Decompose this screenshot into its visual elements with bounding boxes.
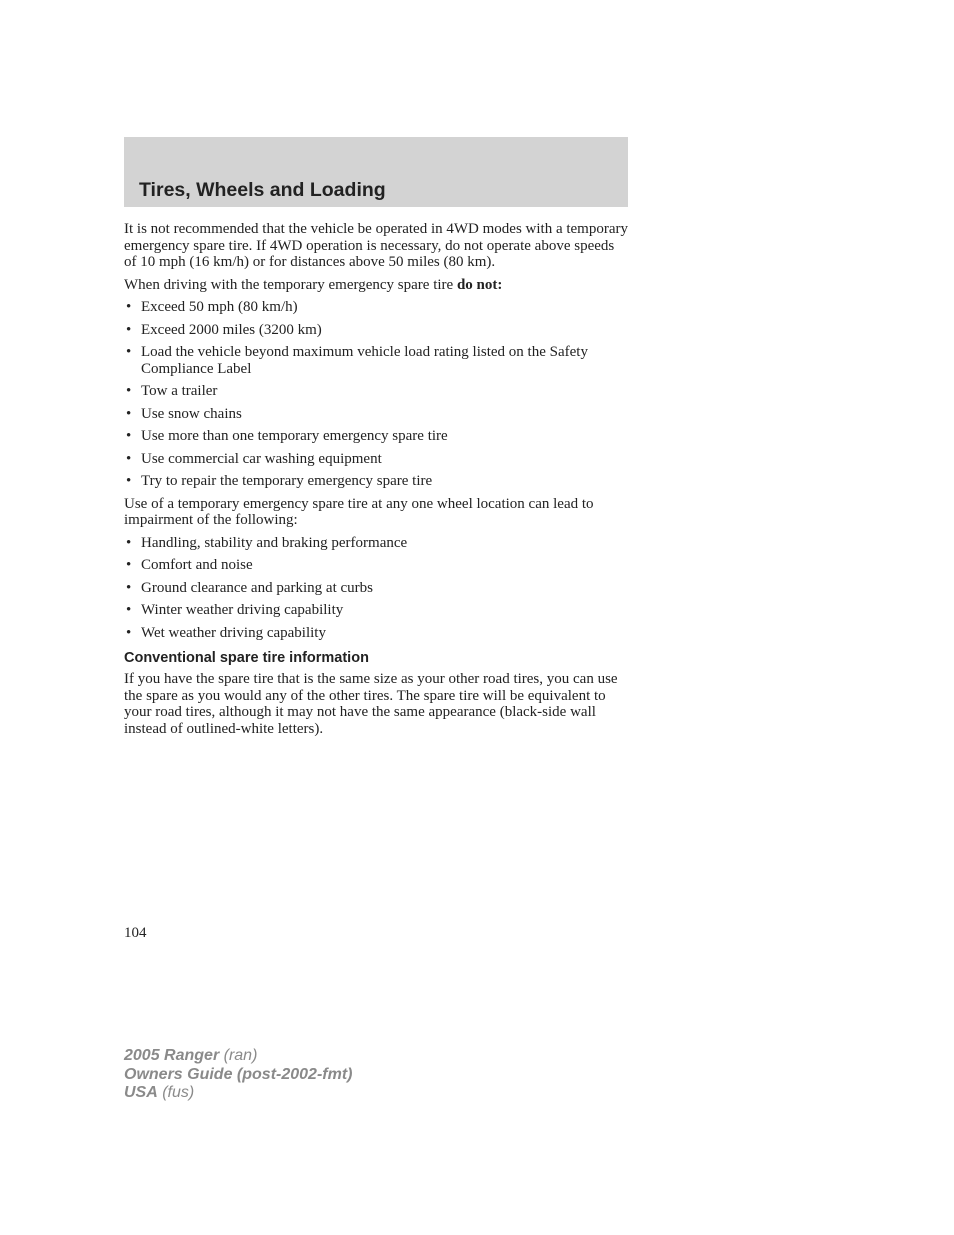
list-item	[124, 383, 630, 400]
list-item-text: Use commercial car washing equipment	[141, 450, 382, 467]
bullet-icon: •	[126, 321, 132, 338]
paragraph-impairment-intro: Use of a temporary emergency spare tire at any one wheel location can lead to impairment of the following:	[124, 495, 594, 528]
bullet-icon: •	[126, 450, 132, 467]
footer-market: USA	[124, 1084, 158, 1101]
footer-model-code: (ran)	[219, 1047, 258, 1064]
list-item-text: Handling, stability and braking performance	[141, 534, 408, 551]
paragraph-conventional-spare: If you have the spare tire that is the same size as your other road tires, you can use the spare as you would any of the other tires. The spare tire will be equivalent to your road tires, although it may not have the same appearance (black-side wall instead of outlined-white letters).	[124, 671, 618, 737]
list-item	[124, 451, 630, 468]
list-item-text: Exceed 50 mph (80 km/h)	[141, 299, 298, 315]
list-item	[124, 602, 630, 619]
list-item-text: Ground clearance and parking at curbs	[141, 579, 373, 596]
document-footer	[124, 1047, 352, 1103]
footer-model: 2005 Ranger	[124, 1047, 220, 1064]
impairment-list	[124, 535, 630, 642]
footer-guide: Owners Guide (post-2002-fmt)	[124, 1065, 353, 1083]
list-item	[124, 428, 630, 445]
paragraph-4wd-warning: It is not recommended that the vehicle be operated in 4WD modes with a temporary emergency spare tire. If 4WD operation is necessary, do not operate above speeds of 10 mph (16 km/h) or for distances above 50 miles (80 km).	[124, 221, 629, 270]
bullet-icon: •	[126, 473, 132, 489]
bullet-icon: •	[126, 344, 132, 360]
bullet-icon: •	[126, 534, 132, 551]
footer-line-market	[124, 1084, 352, 1103]
bullet-icon: •	[126, 602, 132, 618]
list-item	[124, 473, 630, 490]
bullet-icon: •	[126, 383, 132, 399]
list-item-text: Winter weather driving capability	[141, 602, 344, 618]
list-item-text: Try to repair the temporary emergency spare tire	[141, 473, 433, 489]
bullet-icon: •	[126, 557, 132, 573]
list-item	[124, 322, 630, 339]
list-item	[124, 344, 630, 377]
do-not-emphasis: do not:	[456, 276, 503, 293]
list-item-text: Exceed 2000 miles (3200 km)	[141, 321, 322, 338]
bullet-icon: •	[126, 624, 132, 641]
do-not-list	[124, 299, 630, 490]
page-content	[124, 221, 630, 743]
list-item-text: Use more than one temporary emergency spare tire	[141, 428, 448, 444]
list-item-text: Tow a trailer	[141, 383, 218, 399]
footer-line-model	[124, 1047, 352, 1066]
footer-line-guide	[124, 1066, 352, 1085]
list-item-text: Load the vehicle beyond maximum vehicle load rating listed on the Safety Compliance Label	[141, 344, 588, 377]
section-header-band	[124, 137, 628, 207]
bullet-icon: •	[126, 428, 132, 444]
list-item-text: Use snow chains	[141, 405, 242, 422]
list-item	[124, 557, 630, 574]
list-item	[124, 535, 630, 552]
list-item	[124, 580, 630, 597]
list-item-text: Comfort and noise	[141, 557, 253, 573]
list-item	[124, 299, 630, 316]
list-item	[124, 406, 630, 423]
section-title: Tires, Wheels and Loading	[139, 179, 386, 201]
subheading-conventional-spare: Conventional spare tire information	[124, 650, 369, 666]
paragraph-do-not-intro	[124, 277, 630, 294]
do-not-intro-text: When driving with the temporary emergency spare tire	[124, 276, 457, 293]
bullet-icon: •	[126, 405, 132, 422]
footer-market-code: (fus)	[157, 1084, 195, 1101]
list-item	[124, 625, 630, 642]
page-number: 104	[124, 925, 147, 941]
bullet-icon: •	[126, 299, 132, 315]
list-item-text: Wet weather driving capability	[141, 624, 326, 641]
bullet-icon: •	[126, 579, 132, 596]
